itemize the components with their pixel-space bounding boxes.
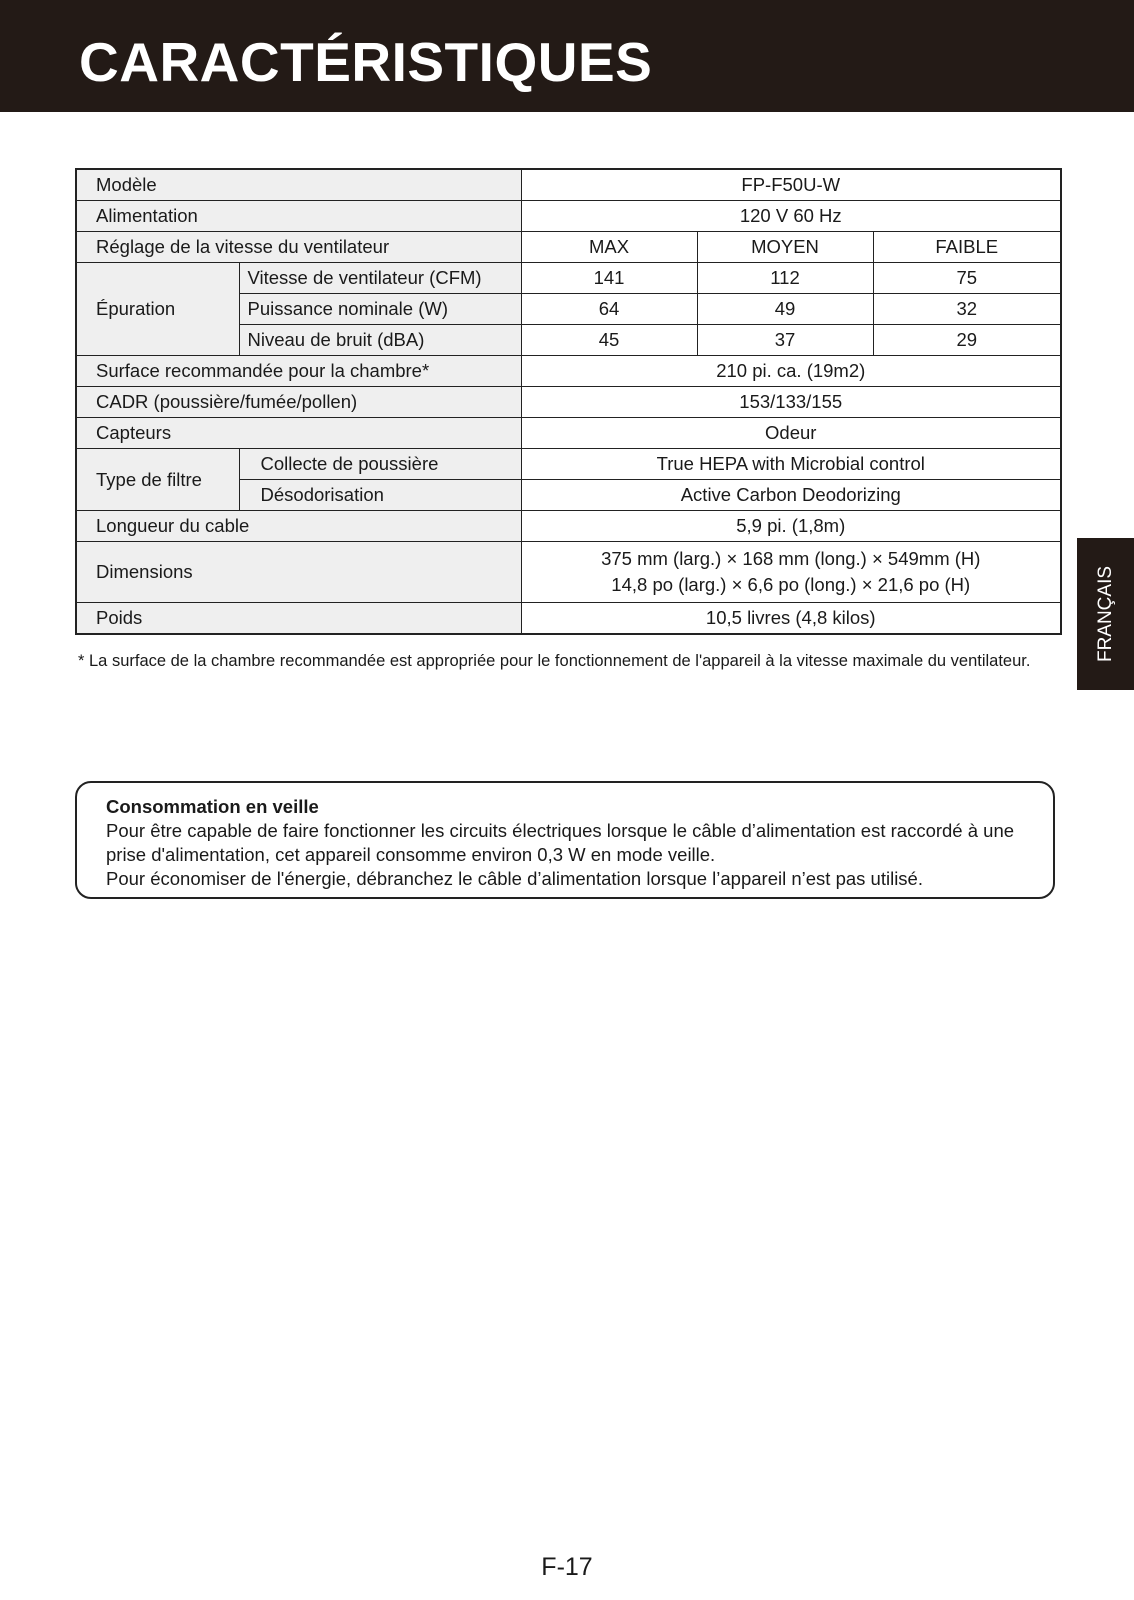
cable-length-label: Longueur du cable: [76, 511, 521, 542]
page-title: CARACTÉRISTIQUES: [79, 31, 653, 93]
speed-moyen: MOYEN: [697, 232, 873, 263]
dimensions-label: Dimensions: [76, 542, 521, 603]
model-label: Modèle: [76, 169, 521, 201]
sensors-value: Odeur: [521, 418, 1061, 449]
power-rating-label: Puissance nominale (W): [239, 294, 521, 325]
dimensions-imperial: 14,8 po (larg.) × 6,6 po (long.) × 21,6 po (H): [611, 574, 971, 595]
dust-collection-label: Collecte de poussière: [239, 449, 521, 480]
filter-type-label: Type de filtre: [76, 449, 239, 511]
language-tab-label: FRANÇAIS: [1094, 565, 1116, 663]
deodorizing-value: Active Carbon Deodorizing: [521, 480, 1061, 511]
fan-cfm-moyen: 112: [697, 263, 873, 294]
cadr-value: 153/133/155: [521, 387, 1061, 418]
dimensions-metric: 375 mm (larg.) × 168 mm (long.) × 549mm (H): [601, 548, 981, 569]
fan-cfm-max: 141: [521, 263, 697, 294]
power-label: Alimentation: [76, 201, 521, 232]
noise-level-label: Niveau de bruit (dBA): [239, 325, 521, 356]
sensors-label: Capteurs: [76, 418, 521, 449]
standby-title: Consommation en veille: [106, 796, 319, 817]
power-rating-moyen: 49: [697, 294, 873, 325]
table-row: [76, 169, 1061, 201]
noise-level-max: 45: [521, 325, 697, 356]
fan-cfm-label: Vitesse de ventilateur (CFM): [239, 263, 521, 294]
room-size-value: 210 pi. ca. (19m2): [521, 356, 1061, 387]
power-value: 120 V 60 Hz: [521, 201, 1061, 232]
page-number: F-17: [541, 1553, 593, 1581]
room-size-label: Surface recommandée pour la chambre*: [76, 356, 521, 387]
purification-label: Épuration: [76, 263, 239, 356]
deodorizing-label: Désodorisation: [239, 480, 521, 511]
power-rating-faible: 32: [873, 294, 1061, 325]
cadr-label: CADR (poussière/fumée/pollen): [76, 387, 521, 418]
power-rating-max: 64: [521, 294, 697, 325]
dust-collection-value: True HEPA with Microbial control: [521, 449, 1061, 480]
standby-text-1: Pour être capable de faire fonctionner les circuits électriques lorsque le câble d’alimentation est raccordé à une prise d'alimentation, cet appareil consomme environ 0,3 W en mode veille.: [106, 820, 1015, 865]
table-row: [76, 603, 1061, 635]
table-row: [76, 387, 1061, 418]
cable-length-value: 5,9 pi. (1,8m): [521, 511, 1061, 542]
weight-label: Poids: [76, 603, 521, 635]
table-row: [76, 418, 1061, 449]
spec-table: [75, 168, 1062, 635]
model-value: FP-F50U-W: [521, 169, 1061, 201]
table-row: [76, 356, 1061, 387]
dimensions-value: [521, 542, 1061, 603]
table-row: [76, 542, 1061, 603]
header-bar: [0, 0, 1134, 112]
speed-max: MAX: [521, 232, 697, 263]
table-row: [76, 232, 1061, 263]
language-tab: [1077, 538, 1134, 690]
table-row: [76, 511, 1061, 542]
noise-level-faible: 29: [873, 325, 1061, 356]
fan-speed-label: Réglage de la vitesse du ventilateur: [76, 232, 521, 263]
standby-text-2: Pour économiser de l'énergie, débranchez le câble d’alimentation lorsque l’appareil n’est pas utilisé.: [106, 868, 923, 889]
speed-faible: FAIBLE: [873, 232, 1061, 263]
fan-cfm-faible: 75: [873, 263, 1061, 294]
weight-value: 10,5 livres (4,8 kilos): [521, 603, 1061, 635]
table-row: [76, 201, 1061, 232]
table-row: [76, 449, 1061, 480]
noise-level-moyen: 37: [697, 325, 873, 356]
table-row: [76, 263, 1061, 294]
standby-box: [75, 781, 1055, 899]
footnote: * La surface de la chambre recommandée est appropriée pour le fonctionnement de l'appareil à la vitesse maximale du ventilateur.: [78, 652, 1031, 670]
